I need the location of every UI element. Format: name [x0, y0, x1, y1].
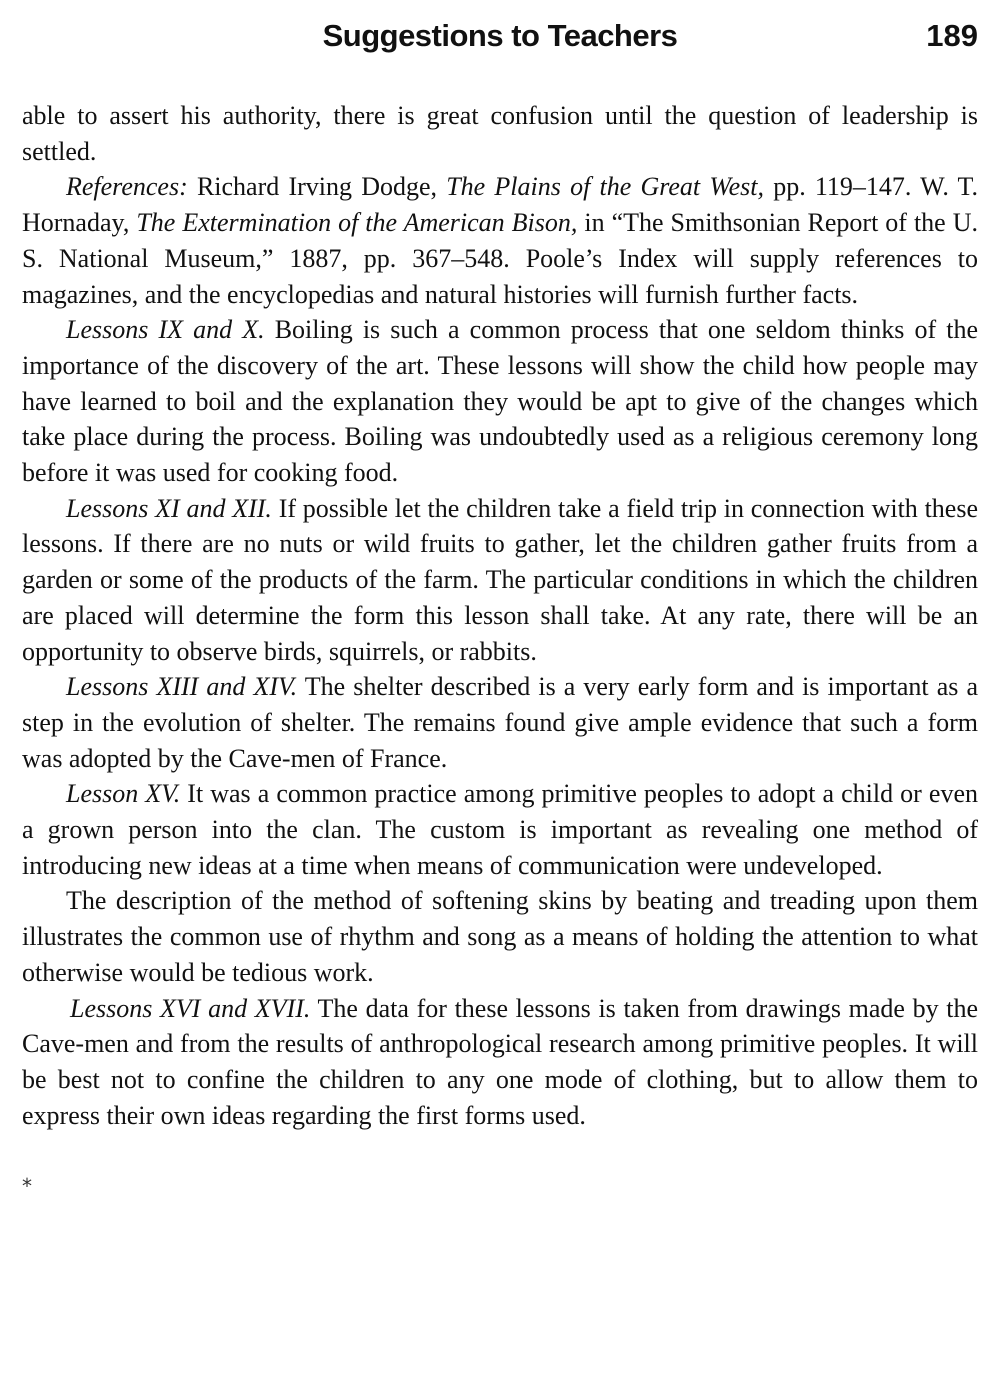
paragraph-text: The shelter described is a very early form and is important as a step in the evolution of shelter. The remains found give ample evidence that such a form was adopted by the Cave-men of France. [22, 672, 978, 773]
paragraph-continuation [22, 98, 978, 169]
paragraph-text: Boiling is such a common process that one seldom thinks of the importance of the discovery of the art. These lessons will show the child how people may have learned to boil and the explanation they would be apt to give of the changes which take place during the process. Boiling was undoubtedly used as a religious ceremony long before it was used for cooking food. [22, 315, 978, 488]
lesson-label: Lessons XI and XII. [66, 493, 272, 523]
paragraph-references [22, 169, 978, 312]
page-body [22, 98, 978, 1133]
lesson-label: Lesson XV. [66, 779, 181, 809]
page-number: 189 [926, 18, 978, 53]
lesson-label: Lessons IX and X. [66, 315, 265, 345]
lesson-label: Lessons XIII and XIV. [66, 672, 298, 702]
paragraph-softening-skins [22, 883, 978, 990]
book-title: The Extermination of the American Bison, [136, 208, 578, 238]
paragraph-text: If possible let the children take a field trip in connection with these lessons. If there are no nuts or wild fruits to gather, let the children gather fruits from a garden or some of the products of the farm. The particular conditions in which the children are placed will determine the form this lesson shall take. At any rate, there will be an opportunity to observe birds, squirrels, or rabbits. [22, 493, 978, 666]
paragraph-text: Richard Irving Dodge, [187, 172, 447, 202]
paragraph-text: able to assert his authority, there is great confusion until the question of leadership is settled. [22, 101, 978, 166]
paragraph-text: in “The Smithsonian Report of the U. S. National Museum,” 1887, pp. 367–548. Poole’s Index will supply references to magazines, and the encyclopedias and natural histories will furnish further facts. [22, 208, 978, 309]
paragraph-lessons-ix-x [22, 312, 978, 491]
paragraph-lessons-xi-xii [22, 491, 978, 670]
margin-mark: * [22, 1174, 32, 1198]
paragraph-text: It was a common practice among primitive peoples to adopt a child or even a grown person into the clan. The custom is important as revealing one method of introducing new ideas at a time when means of communication were undeveloped. [22, 779, 978, 880]
book-title: The Plains of the Great West, [446, 172, 764, 202]
book-page [22, 14, 979, 1198]
paragraph-text: The data for these lessons is taken from drawings made by the Cave-men and from the results of anthropological research among primitive peoples. It will be best not to confine the children to any one mode of clothing, but to allow them to express their own ideas regarding the first forms used. [22, 993, 979, 1130]
running-head: Suggestions to Teachers [322, 18, 678, 53]
paragraph-lessons-xiii-xiv [22, 669, 978, 776]
paragraph-text: The description of the method of softening skins by beating and treading upon them illustrates the common use of rhythm and song as a means of holding the attention to what otherwise would be tedious work. [22, 886, 978, 987]
references-label: References: [66, 172, 188, 202]
paragraph-lesson-xv [22, 776, 978, 883]
paragraph-lessons-xvi-xvii [22, 991, 978, 1134]
lesson-label: Lessons XVI and XVII. [70, 993, 311, 1023]
page-header [22, 14, 978, 68]
paragraph-text: pp. 119–147. W. T. Hornaday, [22, 172, 978, 238]
